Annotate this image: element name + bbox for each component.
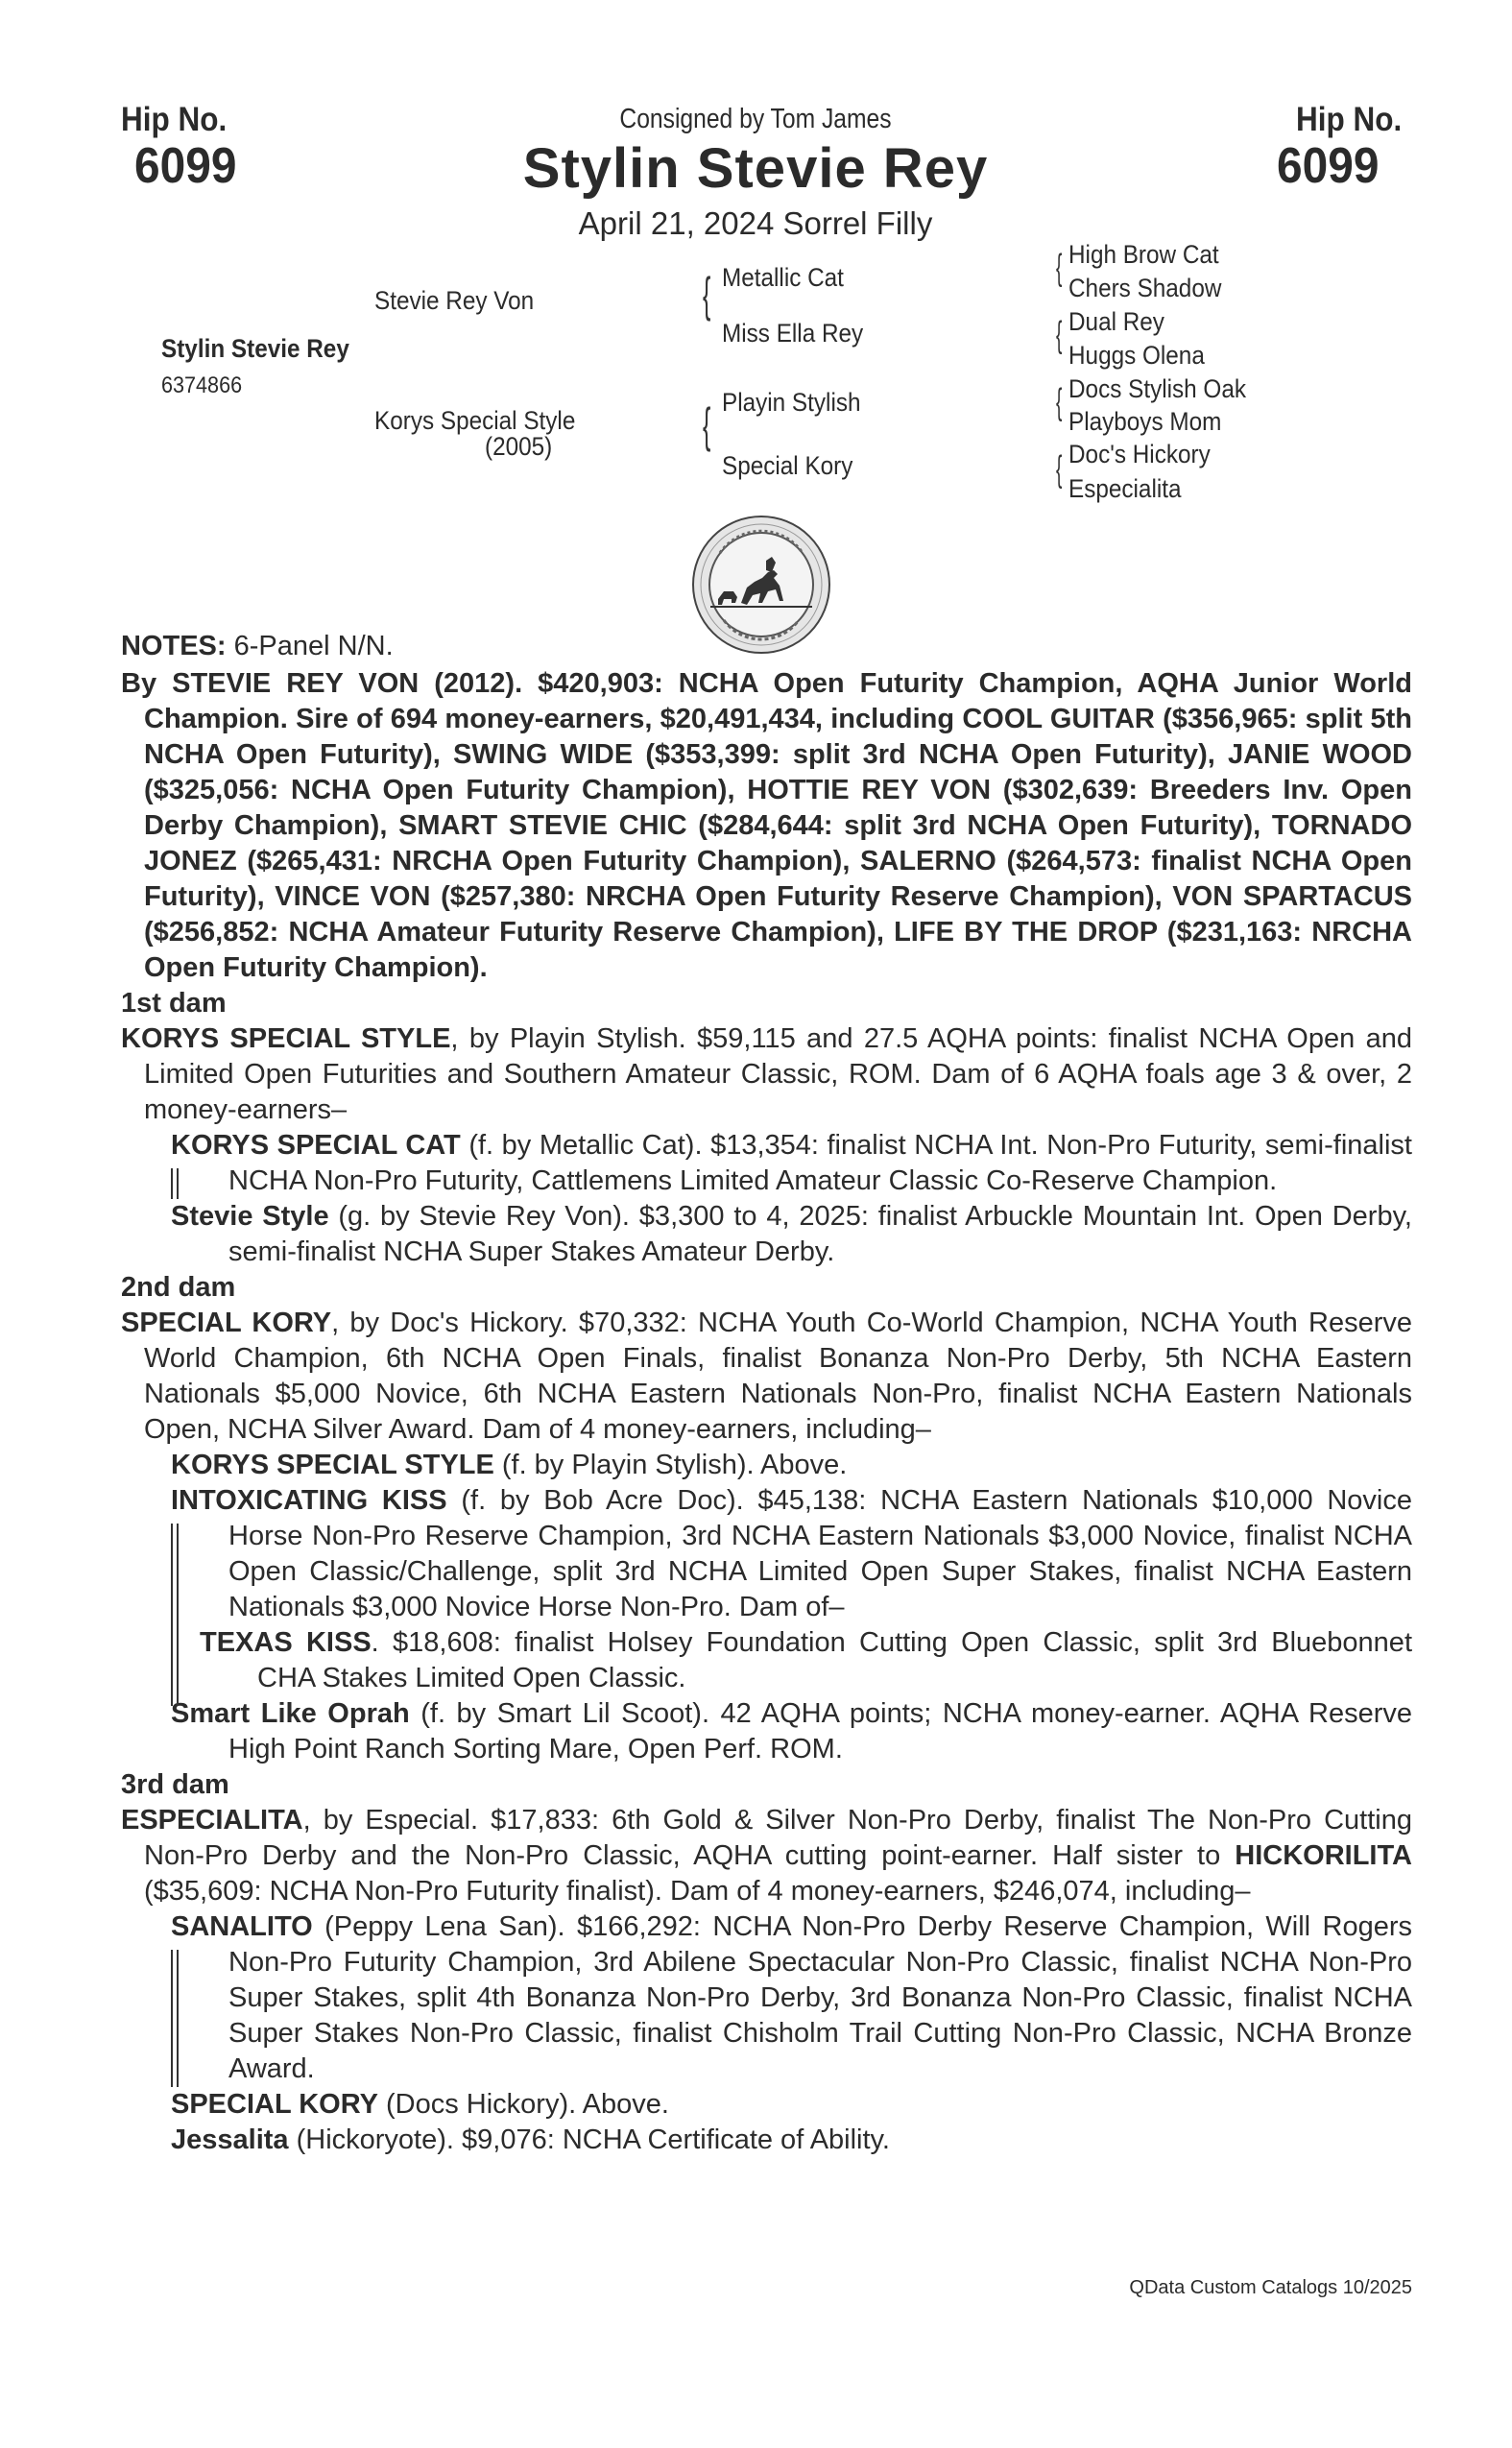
third-dam-name: ESPECIALITA [121, 1805, 303, 1836]
produce-entry [171, 1448, 1412, 1483]
brace-icon: { [1056, 382, 1063, 422]
produce-name: KORYS SPECIAL STYLE [171, 1450, 494, 1480]
second-dam-paragraph [121, 1306, 1412, 1448]
produce-text: . $18,608: finalist Holsey Foundation Cutting Open Classic, split 3rd Bluebonnet CHA Stakes Limited Open Classic. [257, 1627, 1412, 1693]
pedigree-dam-sire: Playin Stylish [722, 388, 861, 417]
pedigree-subject-name: Stylin Stevie Rey [161, 334, 349, 363]
second-dam-heading: 2nd dam [121, 1272, 236, 1303]
horse-description: April 21, 2024 Sorrel Filly [578, 205, 933, 241]
produce-name: SANALITO [171, 1911, 313, 1942]
pedigree-gen3-2: Chers Shadow [1068, 274, 1222, 302]
first-dam-heading: 1st dam [121, 988, 227, 1019]
second-dam-text: , by Doc's Hickory. $70,332: NCHA Youth Co-World Champion, NCHA Youth Reserve World Champion, 6th NCHA Open Finals, finalist Bonanza Non-Pro Derby, 5th NCHA Eastern Nationals $5,000 Novice, 6th NCHA Eastern Nationals Non-Pro, finalist NCHA Eastern Nationals Open, NCHA Silver Award. Dam of 4 money-earners, including– [144, 1308, 1412, 1445]
produce-entry [171, 1199, 1412, 1270]
pedigree-gen3-8: Especialita [1068, 474, 1182, 503]
produce-entry [171, 2087, 1412, 2123]
footer-credit: QData Custom Catalogs 10/2025 [1129, 2277, 1412, 2298]
pedigree-gen3-4: Huggs Olena [1068, 341, 1205, 370]
produce-text: (f. by Smart Lil Scoot). 42 AQHA points; NCHA money-earner. AQHA Reserve High Point Ranch Sorting Mare, Open Perf. ROM. [228, 1698, 1412, 1764]
third-dam-heading: 3rd dam [121, 1769, 229, 1800]
produce-name: KORYS SPECIAL CAT [171, 1130, 461, 1161]
produce-text: (Hickoryote). $9,076: NCHA Certificate of Ability. [288, 2124, 890, 2155]
brace-icon: { [1056, 315, 1063, 355]
notes-line [121, 629, 1412, 664]
first-dam-name: KORYS SPECIAL STYLE [121, 1023, 451, 1054]
produce-bar [171, 1950, 179, 2087]
pedigree-sire: Stevie Rey Von [374, 286, 535, 315]
pedigree-gen3-3: Dual Rey [1068, 307, 1164, 336]
brace-icon: { [703, 268, 711, 322]
produce-bar [171, 1524, 179, 1706]
produce-name: INTOXICATING KISS [171, 1485, 447, 1516]
produce-text: (Peppy Lena San). $166,292: NCHA Non-Pro Derby Reserve Champion, Will Rogers Non-Pro Futurity Champion, 3rd Abilene Spectacular Non-Pro Classic, finalist NCHA Non-Pro Super Stakes, split 4th Bonanza Non-Pro Derby, 3rd Bonanza Non-Pro Classic, finalist NCHA Super Stakes Non-Pro Classic, finalist Chisholm Trail Cutting Non-Pro Classic, NCHA Bronze Award. [228, 1911, 1412, 2084]
pedigree-gen3-1: High Brow Cat [1068, 240, 1219, 269]
pedigree-dam: Korys Special Style [374, 406, 576, 435]
pedigree-dam-year: (2005) [485, 432, 553, 461]
hip-number-left: 6099 [134, 138, 237, 194]
pedigree-dam-dam: Special Kory [722, 451, 853, 480]
brace-icon: { [703, 398, 711, 452]
produce-text: (f. by Playin Stylish). Above. [493, 1450, 848, 1480]
sire-paragraph: By STEVIE REY VON (2012). $420,903: NCHA Open Futurity Champion, AQHA Junior World Champion. Sire of 694 money-earners, $20,491,434, including COOL GUITAR ($356,965: split 5th NCHA Open Futurity), SWING WIDE ($353,399: split 3rd NCHA Open Futurity), JANIE WOOD ($325,056: NCHA Open Futurity Champion), HOTTIE REY VON ($302,639: Breeders Inv. Open Derby Champion), SMART STEVIE CHIC ($284,644: split 3rd NCHA Open Futurity), TORNADO JONEZ ($265,431: NRCHA Open Futurity Champion), SALERNO ($264,573: finalist NCHA Open Futurity), VINCE VON ($257,380: NRCHA Open Futurity Reserve Champion), VON SPARTACUS ($256,852: NCHA Amateur Futurity Reserve Champion), LIFE BY THE DROP ($231,163: NRCHA Open Futurity Champion). [121, 668, 1412, 983]
pedigree-subject-reg: 6374866 [161, 372, 243, 398]
produce-bar [171, 1168, 179, 1199]
brace-icon: { [1056, 449, 1063, 490]
catalog-body [121, 629, 1412, 2158]
third-dam-paragraph [121, 1803, 1412, 1909]
first-dam-paragraph [121, 1021, 1412, 1128]
horse-name-title: Stylin Stevie Rey [522, 137, 989, 200]
produce-text: (Docs Hickory). Above. [377, 2089, 669, 2120]
brace-icon: { [1056, 248, 1063, 288]
first-dam-text: , by Playin Stylish. $59,115 and 27.5 AQHA points: finalist NCHA Open and Limited Open Futurities and Southern Amateur Classic, ROM. Dam of 6 AQHA foals age 3 & over, 2 money-earners– [144, 1023, 1412, 1125]
pedigree-gen3-5: Docs Stylish Oak [1068, 374, 1247, 403]
produce-name: SPECIAL KORY [171, 2089, 378, 2120]
half-sibling-name: HICKORILITA [1235, 1840, 1412, 1871]
produce-text: (f. by Bob Acre Doc). $45,138: NCHA Eastern Nationals $10,000 Novice Horse Non-Pro Reserve Champion, 3rd NCHA Eastern Nationals $3,000 Novice, finalist NCHA Open Classic/Challenge, split 3rd NCHA Limited Open Super Stakes, finalist NCHA Eastern Nationals $3,000 Novice Horse Non-Pro. Dam of– [228, 1485, 1412, 1622]
produce-entry [171, 1909, 1412, 2087]
second-dam-name: SPECIAL KORY [121, 1308, 332, 1338]
produce-name: Smart Like Oprah [171, 1698, 410, 1729]
produce-text: (f. by Metallic Cat). $13,354: finalist NCHA Int. Non-Pro Futurity, semi-finalist NCHA Non-Pro Futurity, Cattlemens Limited Amateur Classic Co-Reserve Champion. [228, 1130, 1412, 1196]
produce-entry [200, 1625, 1412, 1696]
produce-entry [171, 2123, 1412, 2158]
produce-name: Jessalita [171, 2124, 289, 2155]
notes-text: 6-Panel N/N. [226, 631, 394, 661]
consignor: Consigned by Tom James [619, 104, 892, 134]
pedigree-sire-dam: Miss Ella Rey [722, 319, 864, 348]
produce-entry [171, 1128, 1412, 1199]
pedigree-gen3-7: Doc's Hickory [1068, 440, 1211, 468]
pedigree-gen3-6: Playboys Mom [1068, 407, 1222, 436]
produce-entry [171, 1696, 1412, 1767]
produce-entry [171, 1483, 1412, 1625]
produce-name: Stevie Style [171, 1201, 329, 1232]
pedigree-sire-sire: Metallic Cat [722, 263, 844, 292]
produce-text: (g. by Stevie Rey Von). $3,300 to 4, 2025: finalist Arbuckle Mountain Int. Open Derby, semi-finalist NCHA Super Stakes Amateur Derby. [228, 1201, 1412, 1267]
third-dam-text-a: , by Especial. $17,833: 6th Gold & Silver Non-Pro Derby, finalist The Non-Pro Cutting Non-Pro Derby and the Non-Pro Classic, AQHA cutting point-earner. Half sister to [144, 1805, 1412, 1871]
hip-label-right: Hip No. [1296, 101, 1403, 138]
produce-name: TEXAS KISS [200, 1627, 372, 1658]
notes-label: NOTES: [121, 631, 227, 661]
third-dam-text-b: ($35,609: NCHA Non-Pro Futurity finalist). Dam of 4 money-earners, $246,074, including– [144, 1876, 1251, 1907]
hip-number-right: 6099 [1277, 138, 1380, 194]
hip-label-left: Hip No. [121, 101, 228, 138]
